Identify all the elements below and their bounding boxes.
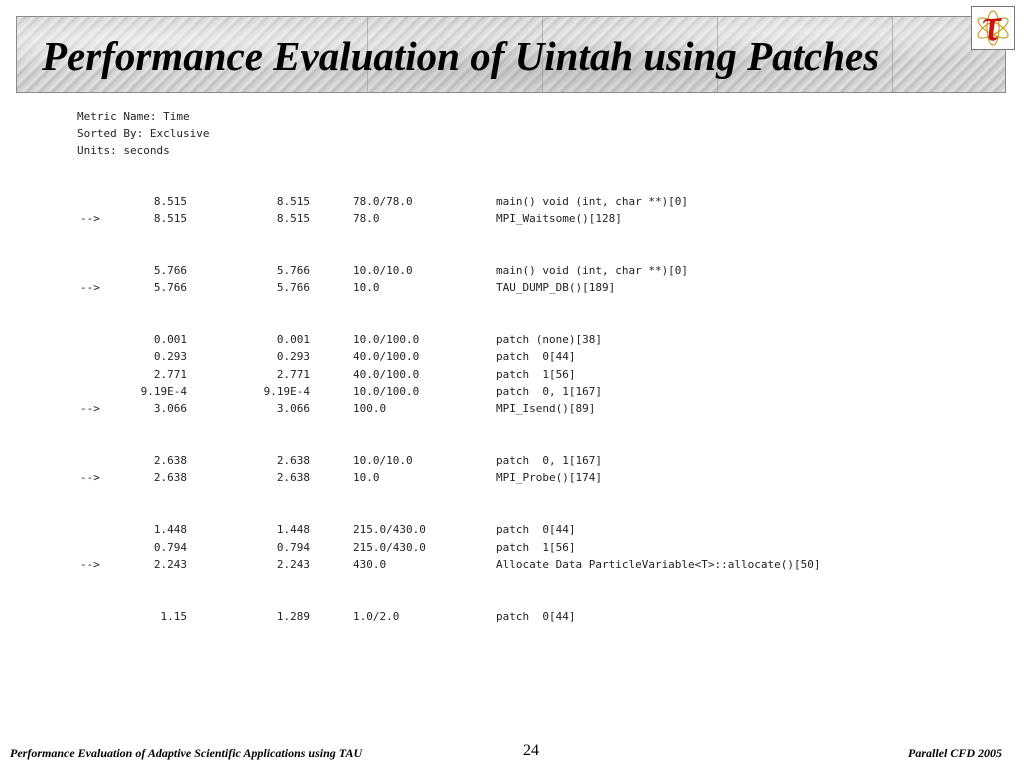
function-name: patch 1[56] [496,367,576,381]
callpath-group [77,262,877,297]
function-name: main() void (int, char **)[0] [496,264,689,278]
exclusive-time: 2.771 [153,367,187,381]
inclusive-time: 8.515 [276,195,310,208]
units-line: Units: seconds [77,144,170,157]
callpath-group [77,193,877,228]
call-count: 10.0/10.0 [353,264,413,278]
caller-row [77,348,877,365]
call-count: 430.0 [353,557,387,571]
call-count: 215.0/430.0 [353,523,426,537]
callpath-group [77,521,877,573]
caller-row [77,262,877,279]
call-count: 10.0/100.0 [353,385,420,399]
exclusive-time: 8.515 [153,195,187,208]
inclusive-time: 3.066 [276,402,310,416]
function-name: Allocate Data ParticleVariable<T>::allocate()[50] [496,557,821,571]
call-count: 78.0/78.0 [353,195,413,208]
callee-row [77,400,877,417]
function-name: MPI_Waitsome()[128] [496,212,622,226]
profile-report [77,108,877,625]
callee-arrow: --> [80,557,100,571]
tau-logo-icon [971,6,1015,50]
exclusive-time: 5.766 [153,264,187,278]
exclusive-time: 9.19E-4 [140,385,187,399]
call-count: 78.0 [353,212,380,226]
callee-arrow: --> [80,471,100,485]
call-count: 10.0 [353,471,380,485]
function-name: main() void (int, char **)[0] [496,195,689,208]
call-count: 1.0/2.0 [353,609,400,623]
function-name: patch 0, 1[167] [496,454,602,468]
inclusive-time: 8.515 [276,212,310,226]
inclusive-time: 0.794 [276,540,310,554]
callee-row [77,279,877,296]
inclusive-time: 2.638 [276,471,310,485]
slide-title: Performance Evaluation of Uintah using Patches [42,33,880,79]
caller-row [77,366,877,383]
call-count: 215.0/430.0 [353,540,426,554]
caller-row [77,539,877,556]
inclusive-time: 1.448 [276,523,310,537]
exclusive-time: 1.15 [160,609,187,623]
callee-row [77,556,877,573]
call-count: 40.0/100.0 [353,367,420,381]
function-name: patch 0[44] [496,350,576,364]
call-count: 10.0 [353,281,380,295]
call-count: 10.0/10.0 [353,454,413,468]
callee-arrow: --> [80,281,100,295]
callpath-group [77,331,877,417]
callpath-group [77,608,877,625]
banner-texture-seam [892,17,893,92]
footer-event-name: Parallel CFD 2005 [907,746,1002,760]
exclusive-time: 3.066 [153,402,187,416]
function-name: patch 1[56] [496,540,576,554]
call-count: 10.0/100.0 [353,333,420,347]
caller-row [77,193,877,210]
callpath-group [77,452,877,487]
caller-row [77,521,877,538]
exclusive-time: 5.766 [153,281,187,295]
inclusive-time: 5.766 [276,264,310,278]
inclusive-time: 2.771 [276,367,310,381]
function-name: patch 0[44] [496,523,576,537]
inclusive-time: 5.766 [276,281,310,295]
caller-row [77,383,877,400]
function-name: patch 0[44] [496,609,576,623]
exclusive-time: 2.638 [153,471,187,485]
callee-arrow: --> [80,402,100,416]
caller-row [77,452,877,469]
function-name: TAU_DUMP_DB()[189] [496,281,616,295]
callee-arrow: --> [80,212,100,226]
caller-row [77,331,877,348]
metric-name-line: Metric Name: Time [77,110,190,123]
footer-presentation-title: Performance Evaluation of Adaptive Scientific Applications using TAU [10,746,363,760]
function-name: patch (none)[38] [496,333,602,347]
inclusive-time: 0.293 [276,350,310,364]
callpath-groups [77,193,877,625]
call-count: 40.0/100.0 [353,350,420,364]
tau-logo-graphic [972,7,1014,49]
call-count: 100.0 [353,402,387,416]
inclusive-time: 1.289 [276,609,310,623]
callee-row [77,210,877,227]
sorted-by-line: Sorted By: Exclusive [77,127,210,140]
function-name: MPI_Isend()[89] [496,402,596,416]
function-name: patch 0, 1[167] [496,385,602,399]
exclusive-time: 8.515 [153,212,187,226]
exclusive-time: 0.001 [153,333,187,347]
callee-row [77,469,877,486]
exclusive-time: 2.243 [153,557,187,571]
inclusive-time: 2.243 [276,557,310,571]
inclusive-time: 2.638 [276,454,310,468]
exclusive-time: 0.794 [153,540,187,554]
inclusive-time: 0.001 [276,333,310,347]
exclusive-time: 2.638 [153,454,187,468]
function-name: MPI_Probe()[174] [496,471,602,485]
exclusive-time: 0.293 [153,350,187,364]
caller-row [77,608,877,625]
exclusive-time: 1.448 [153,523,187,537]
page-number: 24 [523,742,539,759]
inclusive-time: 9.19E-4 [263,385,310,399]
